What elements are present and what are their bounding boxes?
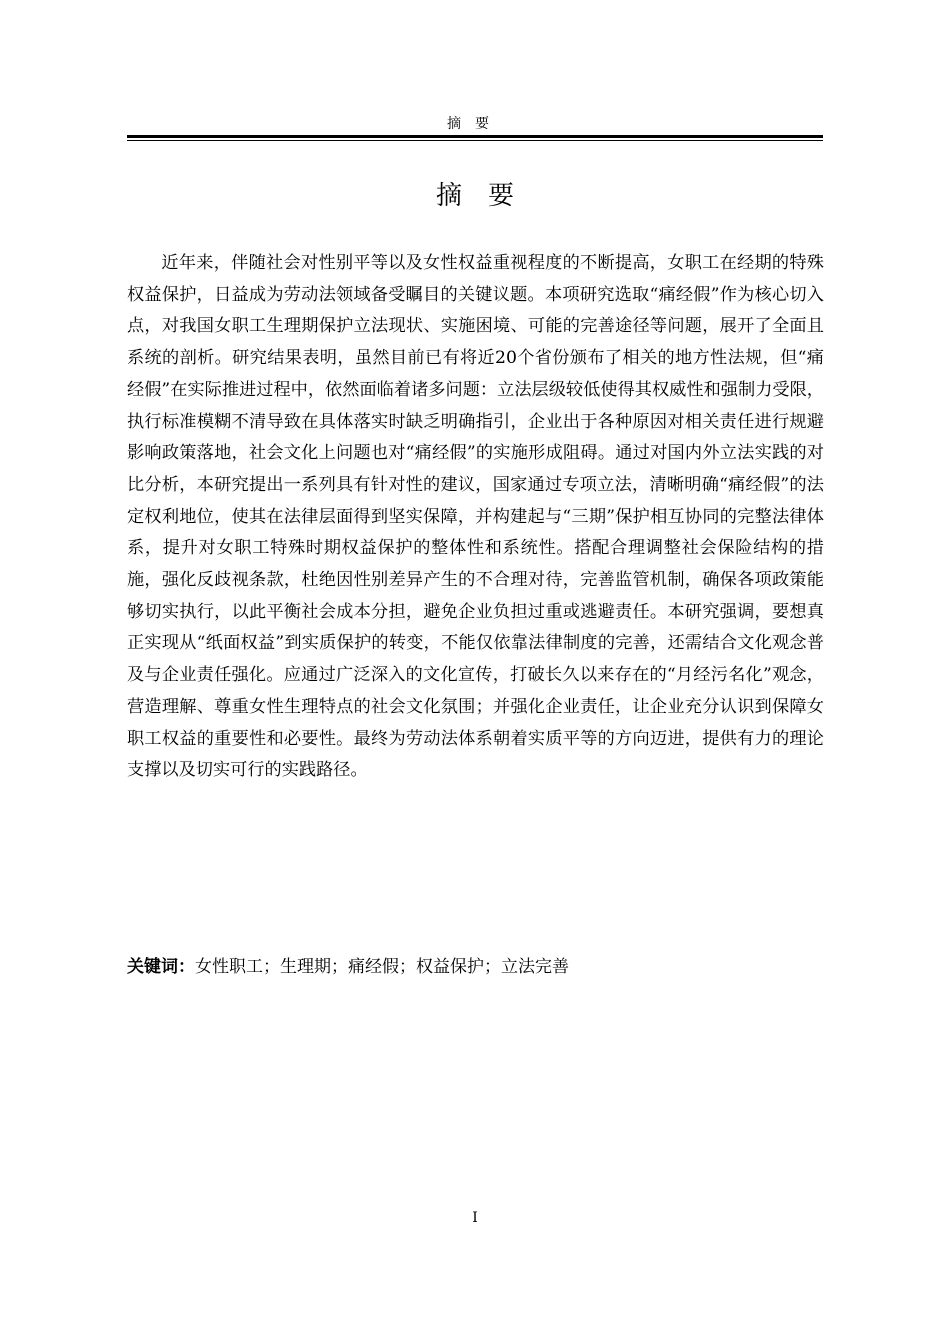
keywords-list: 女性职工；生理期；痛经假；权益保护；立法完善 bbox=[195, 957, 569, 977]
page-number: I bbox=[472, 1210, 478, 1226]
keywords-line bbox=[127, 953, 824, 981]
running-header: 摘要 bbox=[447, 116, 503, 132]
header-rule-thin bbox=[127, 140, 823, 141]
page-title: 摘要 bbox=[435, 181, 540, 211]
header-rule-thick bbox=[127, 135, 823, 138]
keywords-label: 关键词： bbox=[127, 957, 195, 977]
abstract-paragraph: 近年来，伴随社会对性别平等以及女性权益重视程度的不断提高，女职工在经期的特殊权益保护，日益成为劳动法领域备受瞩目的关键议题。本项研究选取“痛经假”作为核心切入点，对我国女职工生理期保护立法现状、实施困境、可能的完善途径等问题，展开了全面且系统的剖析。研究结果表明，虽然目前已有将近20个省份颁布了相关的地方性法规，但“痛经假”在实际推进过程中，依然面临着诸多问题：立法层级较低使得其权威性和强制力受限，执行标准模糊不清导致在具体落实时缺乏明确指引，企业出于各种原因对相关责任进行规避影响政策落地，社会文化上问题也对“痛经假”的实施形成阻碍。通过对国内外立法实践的对比分析，本研究提出一系列具有针对性的建议，国家通过专项立法，清晰明确“痛经假”的法定权利地位，使其在法律层面得到坚实保障，并构建起与“三期”保护相互协同的完整法律体系，提升对女职工特殊时期权益保护的整体性和系统性。搭配合理调整社会保险结构的措施，强化反歧视条款，杜绝因性别差异产生的不合理对待，完善监管机制，确保各项政策能够切实执行，以此平衡社会成本分担，避免企业负担过重或逃避责任。本研究强调，要想真正实现从“纸面权益”到实质保护的转变，不能仅依靠法律制度的完善，还需结合文化观念普及与企业责任强化。应通过广泛深入的文化宣传，打破长久以来存在的“月经污名化”观念，营造理解、尊重女性生理特点的社会文化氛围；并强化企业责任，让企业充分认识到保障女职工权益的重要性和必要性。最终为劳动法体系朝着实质平等的方向迈进，提供有力的理论支撑以及切实可行的实践路径。 bbox=[127, 253, 824, 781]
